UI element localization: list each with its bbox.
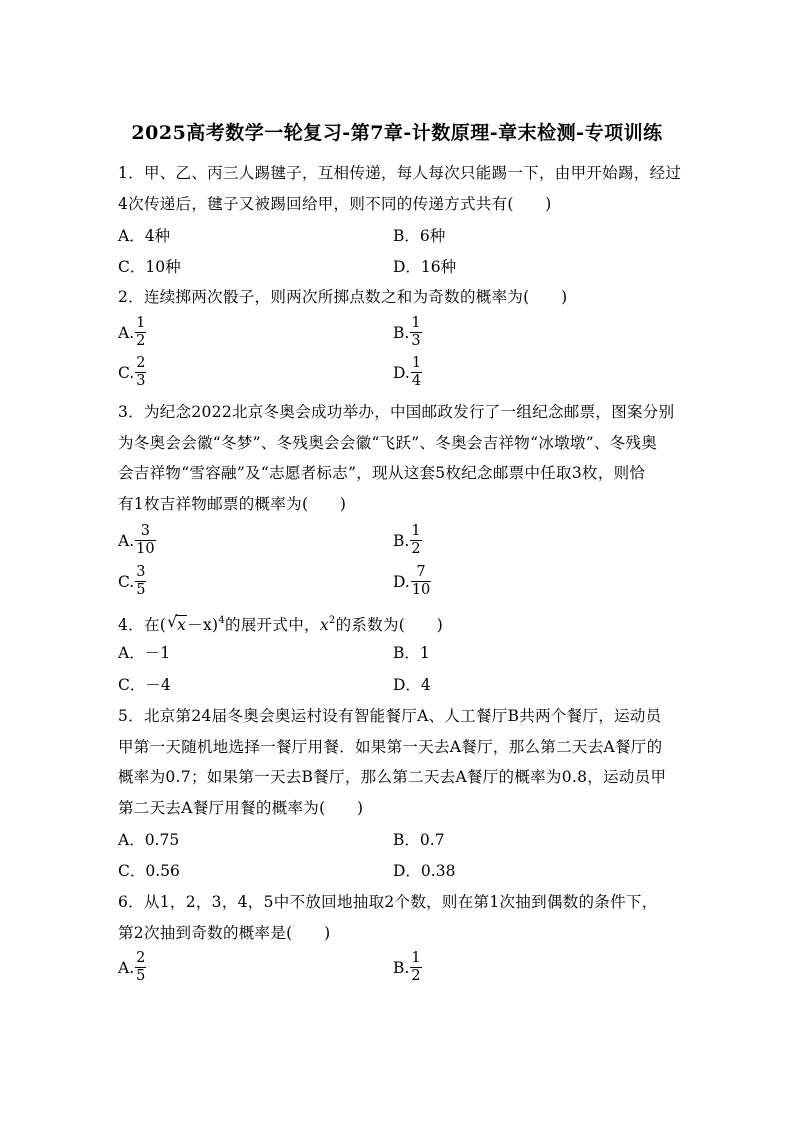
question-3-option-a xyxy=(118,524,156,557)
denominator: 3 xyxy=(136,373,146,389)
numerator: 7 xyxy=(416,564,426,580)
option-label: D. xyxy=(393,572,410,591)
denominator: 3 xyxy=(411,333,421,349)
x-exponent: 2 xyxy=(328,615,336,626)
question-5-line-1: 5．北京第24届冬奥会奥运村设有智能餐厅A、人工餐厅B共两个餐厅，运动员 xyxy=(118,707,662,725)
question-4-option-d: D．4 xyxy=(393,676,431,694)
question-3-option-d xyxy=(393,565,431,598)
option-label: B. xyxy=(393,958,410,977)
question-3-line-2: 为冬奥会会徽“冬梦”、冬残奥会会徽“飞跃”、冬奥会吉祥物“冰墩墩”、冬残奥 xyxy=(118,433,658,452)
x-variable: x xyxy=(319,616,329,634)
denominator: 2 xyxy=(411,541,421,557)
question-1-line-2: 4次传递后，毽子又被踢回给甲，则不同的传递方式共有( ) xyxy=(118,194,552,213)
radicand: x xyxy=(177,616,187,634)
numerator: 2 xyxy=(136,950,146,966)
question-4-option-a: A．－1 xyxy=(118,644,171,662)
option-label: B. xyxy=(393,531,410,550)
question-3-line-4: 有1枚吉祥物邮票的概率为( ) xyxy=(118,494,347,513)
question-4-option-c: C．－4 xyxy=(118,676,171,694)
question-4-option-b: B．1 xyxy=(393,644,430,662)
question-4 xyxy=(118,606,684,641)
option-label: C. xyxy=(118,572,135,591)
page-title: 2025高考数学一轮复习-第7章-计数原理-章末检测-专项训练 xyxy=(131,122,663,144)
numerator: 1 xyxy=(411,315,421,331)
question-6-option-b xyxy=(393,951,422,984)
question-5-option-b: B．0.7 xyxy=(393,831,445,849)
question-6-line-2: 第2次抽到奇数的概率是( ) xyxy=(118,923,331,942)
question-1 xyxy=(118,158,684,219)
numerator: 1 xyxy=(411,355,422,371)
question-2-option-b xyxy=(393,316,422,349)
option-label: C. xyxy=(118,363,135,382)
denominator: 5 xyxy=(136,968,146,984)
question-3-option-b xyxy=(393,524,422,557)
question-2-line-1: 2．连续掷两次骰子，则两次所掷点数之和为奇数的概率为( ) xyxy=(118,288,568,306)
exponent: 4 xyxy=(218,615,226,626)
question-2 xyxy=(118,282,684,313)
question-1-option-b: B．6种 xyxy=(393,227,446,245)
question-4-suffix: 的系数为( ) xyxy=(335,616,444,634)
question-4-mid2: 的展开式中， xyxy=(225,616,320,634)
question-2-option-d xyxy=(393,356,422,389)
question-1-line-1: 1．甲、乙、丙三人踢毽子，互相传递，每人每次只能踢一下，由甲开始踢，经过 xyxy=(118,164,682,182)
question-3-line-1: 3．为纪念2022北京冬奥会成功举办，中国邮政发行了一组纪念邮票，图案分别 xyxy=(118,403,675,421)
question-4-middle: －x) xyxy=(187,616,219,634)
question-3-option-c xyxy=(118,565,146,598)
question-2-option-a xyxy=(118,316,146,349)
denominator: 2 xyxy=(411,968,421,984)
fraction xyxy=(410,524,421,557)
numerator: 2 xyxy=(136,355,146,371)
question-5-line-2: 甲第一天随机地选择一餐厅用餐．如果第一天去A餐厅，那么第二天去A餐厅的 xyxy=(118,737,663,756)
question-3 xyxy=(118,397,684,519)
numerator: 3 xyxy=(136,564,146,580)
option-label: A. xyxy=(118,531,135,550)
numerator: 1 xyxy=(411,523,421,539)
fraction xyxy=(135,951,146,984)
fraction xyxy=(410,316,421,349)
question-6 xyxy=(118,887,684,948)
denominator: 5 xyxy=(136,582,146,598)
fraction xyxy=(411,565,431,598)
fraction xyxy=(135,565,146,598)
fraction xyxy=(410,951,421,984)
option-label: B. xyxy=(393,323,410,342)
numerator: 1 xyxy=(411,950,421,966)
fraction xyxy=(135,356,146,389)
question-3-line-3: 会吉祥物“雪容融”及“志愿者标志”，现从这套5枚纪念邮票中任取3枚，则恰 xyxy=(118,464,646,482)
question-5-option-d: D．0.38 xyxy=(393,862,456,880)
root-sign-icon: √ xyxy=(167,612,178,631)
question-5 xyxy=(118,701,684,823)
question-6-option-a xyxy=(118,951,146,984)
fraction xyxy=(135,316,146,349)
denominator: 10 xyxy=(411,582,431,598)
question-5-line-3: 概率为0.7；如果第一天去B餐厅，那么第二天去A餐厅的概率为0.8，运动员甲 xyxy=(118,768,667,786)
sqrt-expression xyxy=(167,610,187,641)
fraction xyxy=(411,356,422,389)
question-1-option-c: C．10种 xyxy=(118,258,181,276)
option-label: A. xyxy=(118,323,135,342)
question-2-option-c xyxy=(118,356,146,389)
question-5-option-c: C．0.56 xyxy=(118,862,180,880)
question-1-option-a: A．4种 xyxy=(118,227,171,245)
denominator: 4 xyxy=(411,373,422,389)
question-5-option-a: A．0.75 xyxy=(118,831,180,849)
option-label: A. xyxy=(118,958,135,977)
option-label: D. xyxy=(393,363,410,382)
denominator: 10 xyxy=(136,541,155,557)
question-6-line-1: 6．从1，2，3，4，5中不放回地抽取2个数，则在第1次抽到偶数的条件下， xyxy=(118,893,658,911)
numerator: 3 xyxy=(140,523,150,539)
question-1-option-d: D．16种 xyxy=(393,258,457,276)
denominator: 2 xyxy=(136,333,146,349)
numerator: 1 xyxy=(136,315,146,331)
question-5-line-4: 第二天去A餐厅用餐的概率为( ) xyxy=(118,798,364,817)
fraction xyxy=(135,524,155,557)
question-4-line-1 xyxy=(118,606,684,641)
question-4-prefix: 4．在( xyxy=(118,616,167,634)
